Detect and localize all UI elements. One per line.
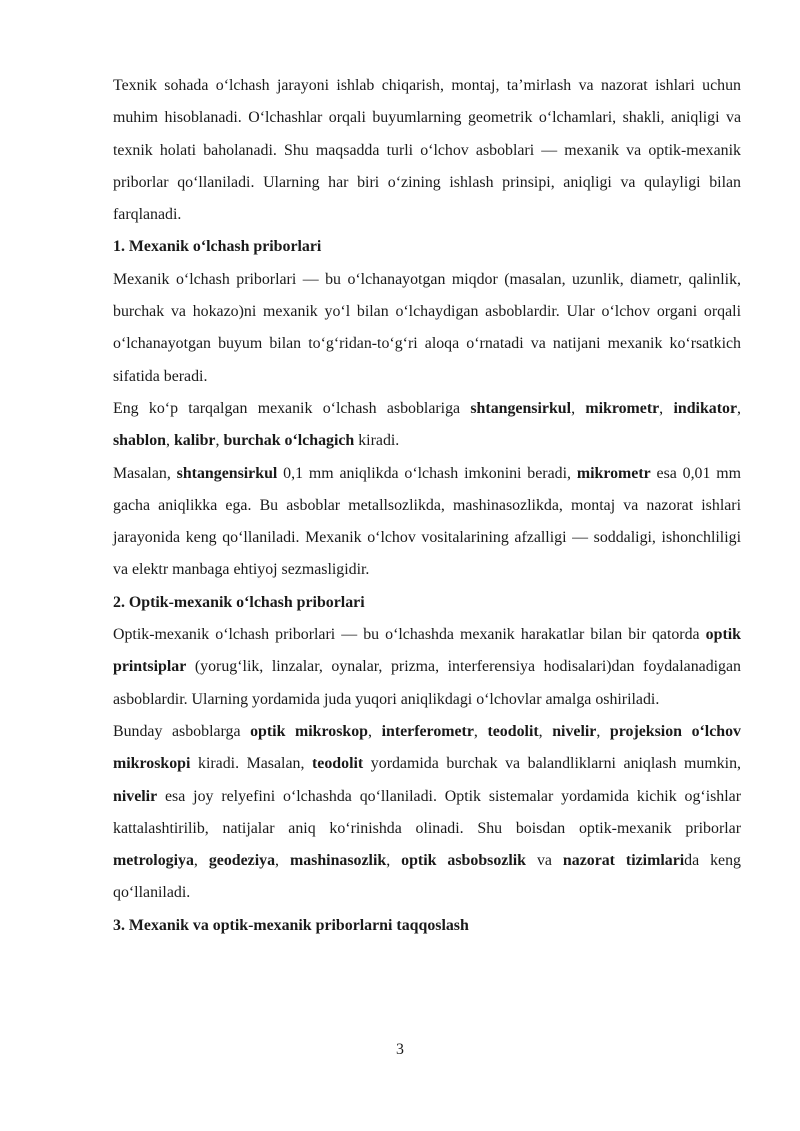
- term-interferometr: interferometr: [381, 722, 474, 740]
- mechanical-definition-paragraph: Mexanik o‘lchash priborlari — bu o‘lchanayotgan miqdor (masalan, uzunlik, diametr, qalinlik, burchak va hokazo)ni mexanik yo‘l bilan o‘lchaydigan asboblardir. Ular o‘lchov organi orqali o‘lchanayotgan buyum bilan to‘g‘ridan-to‘g‘ri aloqa o‘rnatadi va natijani mexanik ko‘rsatkich sifatida beradi.: [113, 270, 741, 385]
- term-mikrometr: mikrometr: [585, 399, 660, 417]
- section-heading-1: 1. Mexanik o‘lchash priborlari: [113, 238, 322, 256]
- term-nazorat-tizimlari: nazorat tizimlari: [562, 852, 685, 870]
- section-heading-3: 3. Mexanik va optik-mexanik priborlarni taqqoslash: [113, 916, 469, 934]
- term-indikator: indikator: [673, 399, 738, 417]
- section-heading-2: 2. Optik-mexanik o‘lchash priborlari: [113, 593, 365, 611]
- optical-instruments-paragraph: Bunday asboblarga optik mikroskop, interferometr, teodolit, nivelir, projeksion o‘lchov mikroskopi kiradi. Masalan, teodolit yordamida burchak va balandliklarni aniqlash mumkin, nivelir esa joy relyefini o‘lchashda qo‘llaniladi. Optik sistemalar yordamida kichik og‘ishlar kattalashtirilib, natijalar aniq ko‘rinishda olinadi. Shu boisdan optik-mexanik priborlar metrologiya, geodeziya, mashinasozlik, optik asbobsozlik va nazorat tizimlarida keng qo‘llaniladi.: [113, 722, 741, 902]
- term-nivelir: nivelir: [552, 722, 597, 740]
- term-teodolit: teodolit: [312, 755, 364, 773]
- term-mashinasozlik: mashinasozlik: [289, 852, 387, 870]
- term-optik-printsiplar: optik printsiplar: [113, 626, 741, 676]
- term-optik-mikroskop: optik mikroskop: [250, 722, 369, 740]
- term-projeksion-olchov-mikroskopi: projeksion o‘lchov mikroskopi: [113, 722, 741, 773]
- term-teodolit: teodolit: [487, 722, 539, 740]
- intro-paragraph: Texnik sohada o‘lchash jarayoni ishlab chiqarish, montaj, ta’mirlash va nazorat ishlari uchun muhim hisoblanadi. O‘lchashlar orqali buyumlarning geometrik o‘lchamlari, shakli, aniqligi va texnik holati baholanadi. Shu maqsadda turli o‘lchov asboblari — mexanik va optik-mexanik priborlar qo‘llaniladi. Ularning har biri o‘zining ishlash prinsipi, aniqligi va qulayligi bilan farqlanadi.: [113, 77, 741, 224]
- term-shtangensirkul: shtangensirkul: [176, 464, 278, 482]
- term-shablon: shablon: [113, 432, 167, 450]
- page-number: 3: [396, 1041, 404, 1058]
- term-geodeziya: geodeziya: [208, 852, 276, 870]
- optical-definition-paragraph: Optik-mexanik o‘lchash priborlari — bu o‘lchashda mexanik harakatlar bilan bir qatorda optik printsiplar (yorug‘lik, linzalar, oynalar, prizma, interferensiya hodisalari)dan foydalanadigan asboblardir. Ularning yordamida juda yuqori aniqlikdagi o‘lchovlar amalga oshiriladi.: [113, 626, 741, 708]
- term-kalibr: kalibr: [173, 432, 216, 450]
- term-nivelir: nivelir: [113, 787, 158, 805]
- document-page: [113, 70, 741, 942]
- term-burchak-olchagich: burchak o‘lchagich: [223, 432, 355, 450]
- term-optik-asbobsozlik: optik asbobsozlik: [401, 852, 527, 870]
- mechanical-instruments-paragraph: Eng ko‘p tarqalgan mexanik o‘lchash asboblariga shtangensirkul, mikrometr, indikator, shablon, kalibr, burchak o‘lchagich kiradi.: [113, 399, 741, 450]
- mechanical-example-paragraph: Masalan, shtangensirkul 0,1 mm aniqlikda o‘lchash imkonini beradi, mikrometr esa 0,01 mm gacha aniqlikka ega. Bu asboblar metallsozlikda, mashinasozlikda, montaj va nazorat ishlari jarayonida keng qo‘llaniladi. Mexanik o‘lchov vositalarining afzalligi — soddaligi, ishonchliligi va elektr manbaga ehtiyoj sezmasligidir.: [113, 464, 742, 579]
- term-shtangensirkul: shtangensirkul: [470, 399, 572, 417]
- term-metrologiya: metrologiya: [113, 852, 194, 870]
- term-mikrometr: mikrometr: [576, 464, 651, 482]
